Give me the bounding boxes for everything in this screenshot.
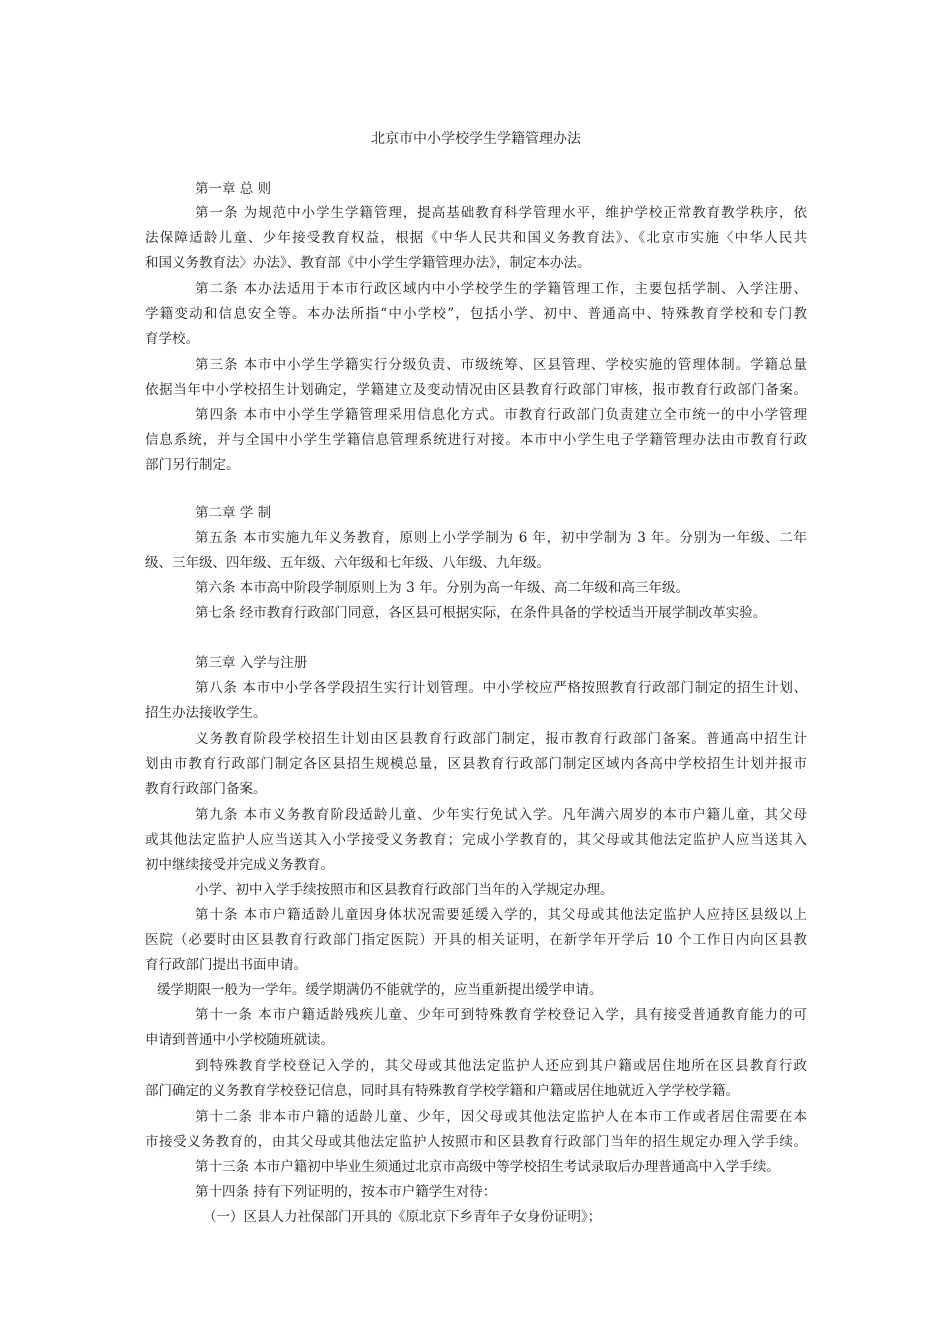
document-page — [145, 0, 807, 1344]
paragraph-line: 第三条 本市中小学生学籍实行分级负责、市级统筹、区县管理、学校实施的管理体制。学籍总量 — [195, 357, 807, 373]
paragraph-line: 第四条 本市中小学生学籍管理采用信息化方式。市教育行政部门负责建立全市统一的中小学管理 — [195, 407, 807, 423]
paragraph-line: （一）区县人力社保部门开具的《原北京下乡青年子女身份证明》； — [203, 1209, 602, 1225]
paragraph-line: 或其他法定监护人应当送其入小学接受义务教育；完成小学教育的，其父母或其他法定监护人应当送其入 — [145, 832, 807, 848]
paragraph-line: 第八条 本市中小学各学段招生实行计划管理。中小学校应严格按照教育行政部门制定的招生计划、 — [195, 680, 807, 696]
paragraph-line: 法保障适龄儿童、少年接受教育权益，根据《中华人民共和国义务教育法》、《北京市实施〈中华人民共 — [145, 230, 807, 246]
paragraph-line: 小学、初中入学手续按照市和区县教育行政部门当年的入学规定办理。 — [195, 882, 614, 898]
paragraph-line: 第六条 本市高中阶段学制原则上为 3 年。分别为高一年级、高二年级和高三年级。 — [195, 580, 689, 596]
paragraph-line: 第二条 本办法适用于本市行政区域内中小学校学生的学籍管理工作，主要包括学制、入学注册、 — [195, 281, 807, 297]
paragraph-line: 教育行政部门备案。 — [145, 781, 267, 797]
paragraph-line: 初中继续接受并完成义务教育。 — [145, 857, 334, 873]
chapter-heading: 第一章 总 则 — [195, 181, 272, 197]
paragraph-line: 育行政部门提出书面申请。 — [145, 957, 307, 973]
paragraph-line: 市接受义务教育的，由其父母或其他法定监护人按照市和区县教育行政部门当年的招生规定办理入学手续。 — [145, 1134, 807, 1150]
paragraph-line: 划由市教育行政部门制定各区县招生规模总量，区县教育行政部门制定区域内各高中学校招生计划并报市 — [145, 756, 807, 772]
document-title: 北京市中小学校学生学籍管理办法 — [371, 131, 581, 147]
paragraph-line: 级、三年级、四年级、五年级、六年级和七年级、八年级、九年级。 — [145, 555, 550, 571]
paragraph-line: 第九条 本市义务教育阶段适龄儿童、少年实行免试入学。凡年满六周岁的本市户籍儿童，其父母 — [195, 807, 807, 823]
paragraph-line: 部门另行制定。 — [145, 457, 240, 473]
paragraph-line: 义务教育阶段学校招生计划由区县教育行政部门制定，报市教育行政部门备案。普通高中招生计 — [195, 731, 807, 747]
paragraph-line: 第十三条 本市户籍初中毕业生须通过北京市高级中等学校招生考试录取后办理普通高中入学手续。 — [195, 1159, 780, 1175]
paragraph-line: 医院（必要时由区县教育行政部门指定医院）开具的相关证明，在新学年开学后 10 个工作日内向区县教 — [145, 932, 807, 948]
paragraph-line: 部门确定的义务教育学校登记信息，同时具有特殊教育学校学籍和户籍或居住地就近入学学校学籍。 — [145, 1083, 739, 1099]
paragraph-line: 招生办法接收学生。 — [145, 705, 267, 721]
paragraph-line: 育学校。 — [145, 331, 199, 347]
paragraph-line: 第十四条 持有下列证明的，按本市户籍学生对待： — [195, 1184, 497, 1200]
paragraph-line: 第十二条 非本市户籍的适龄儿童、少年，因父母或其他法定监护人在本市工作或者居住需要在本 — [195, 1109, 807, 1125]
paragraph-line: 申请到普通中小学校随班就读。 — [145, 1032, 334, 1048]
paragraph-line: 第五条 本市实施九年义务教育，原则上小学学制为 6 年，初中学制为 3 年。分别为一年级、二年 — [195, 530, 807, 546]
paragraph-line: 信息系统，并与全国中小学生学籍信息管理系统进行对接。本市中小学生电子学籍管理办法由市教育行政 — [145, 432, 807, 448]
paragraph-line: 第一条 为规范中小学生学籍管理，提高基础教育科学管理水平，维护学校正常教育教学秩序，依 — [195, 205, 807, 221]
paragraph-line: 第十条 本市户籍适龄儿童因身体状况需要延缓入学的，其父母或其他法定监护人应持区县级以上 — [195, 907, 807, 923]
paragraph-line: 缓学期限一般为一学年。缓学期满仍不能就学的，应当重新提出缓学申请。 — [157, 982, 603, 998]
chapter-heading: 第二章 学 制 — [195, 505, 272, 521]
paragraph-line: 第十一条 本市户籍适龄残疾儿童、少年可到特殊教育学校登记入学，具有接受普通教育能力的可 — [195, 1007, 807, 1023]
paragraph-line: 和国义务教育法〉办法》、教育部《中小学生学籍管理办法》，制定本办法。 — [145, 255, 591, 271]
paragraph-line: 学籍变动和信息安全等。本办法所指“中小学校”，包括小学、初中、普通高中、特殊教育学校和专门教 — [145, 306, 807, 322]
paragraph-line: 第七条 经市教育行政部门同意，各区县可根据实际，在条件具备的学校适当开展学制改革实验。 — [195, 605, 767, 621]
paragraph-line: 依据当年中小学校招生计划确定，学籍建立及变动情况由区县教育行政部门审核，报市教育行政部门备案。 — [145, 382, 807, 398]
chapter-heading: 第三章 入学与注册 — [195, 655, 308, 671]
paragraph-line: 到特殊教育学校登记入学的，其父母或其他法定监护人还应到其户籍或居住地所在区县教育行政 — [195, 1058, 807, 1074]
